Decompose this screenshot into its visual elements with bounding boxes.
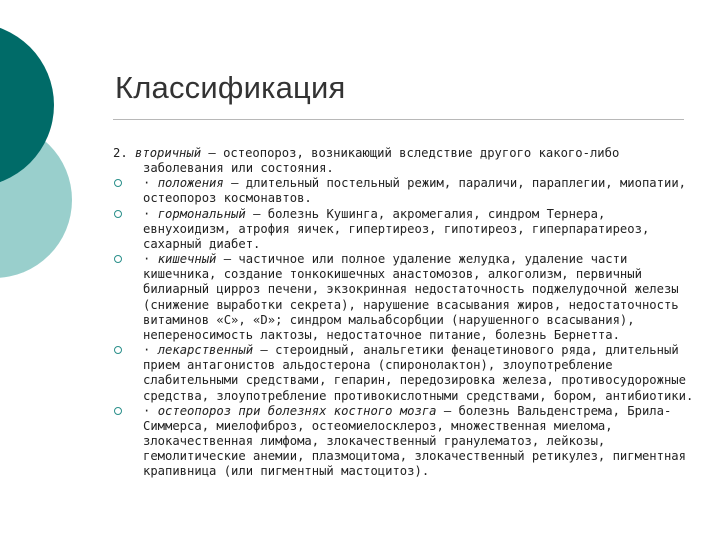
bullet-icon xyxy=(114,346,122,354)
list-item-medicinal xyxy=(113,343,695,404)
intro-text: – остеопороз, возникающий вследствие другого какого-либо заболевания или состояния. xyxy=(143,146,620,176)
bullet-icon xyxy=(114,407,122,415)
decorative-circles-graphic xyxy=(0,0,110,540)
item-dot: · xyxy=(143,176,158,191)
item-term: кишечный xyxy=(157,252,217,267)
slide-title: Классификация xyxy=(115,70,346,105)
list-item-bone-marrow xyxy=(113,404,695,480)
list-item-intestinal xyxy=(113,252,695,343)
item-dot: · xyxy=(143,252,158,267)
intro-term: вторичный xyxy=(135,146,202,160)
item-text: – болезнь Вальденстрема, Брила-Симмерса, миелофиброз, остеомиелосклероз, множественная миелома, злокачественная лимфома, злокачественный гранулематоз, лейкозы, гемолитические анемии, плазмоцитома, злокачественный ретикулез, пигментная крапивница (или пигментный мастоцитоз). xyxy=(143,403,686,479)
item-dot: · xyxy=(143,343,158,358)
item-text: – частичное или полное удаление желудка, удаление части кишечника, создание тонкокишечных анастомозов, алкоголизм, первичный билиарный цирроз печени, экзокринная недостаточность поджелудочной железы (снижение выработки секрета), нарушение всасывания жиров, недостаточность витаминов «С», «D»; синдром мальабсорбции (нарушенного всасывания), непереносимость лактозы, недостаточное питание, болезнь Бернетта. xyxy=(143,252,679,342)
slide-content xyxy=(113,146,695,479)
item-term: лекарственный xyxy=(157,343,254,358)
list-item-positional xyxy=(113,176,695,206)
bullet-icon xyxy=(114,255,122,263)
item-dot: · xyxy=(143,403,158,418)
item-text: – стероидный, анальгетики фенацетинового ряда, длительный прием антагонистов альдостерона (спиронолактон), злоупотребление слабительными средствами, гепарин, передозировка железа, противосудорожные средства, злоупотребление противокислотными средствами, бором, антибиотики. xyxy=(143,343,694,403)
item-term: гормональный xyxy=(157,206,246,221)
intro-paragraph xyxy=(113,146,695,176)
item-term: положения xyxy=(157,176,224,191)
item-text: – болезнь Кушинга, акромегалия, синдром Тернера, евнухоидизм, атрофия яичек, гипертиреоз, гипотиреоз, гиперпаратиреоз, сахарный диабет. xyxy=(143,206,650,251)
item-text: – длительный постельный режим, параличи, параплегии, миопатии, остеопороз космонавтов. xyxy=(143,176,686,206)
item-term: остеопороз при болезнях костного мозга xyxy=(157,403,437,418)
decorative-circles xyxy=(0,0,110,540)
list-item-hormonal xyxy=(113,207,695,252)
bullet-icon xyxy=(114,179,122,187)
bullet-icon xyxy=(114,210,122,218)
item-dot: · xyxy=(143,206,158,221)
title-divider xyxy=(113,119,684,120)
intro-number: 2. xyxy=(113,146,136,160)
